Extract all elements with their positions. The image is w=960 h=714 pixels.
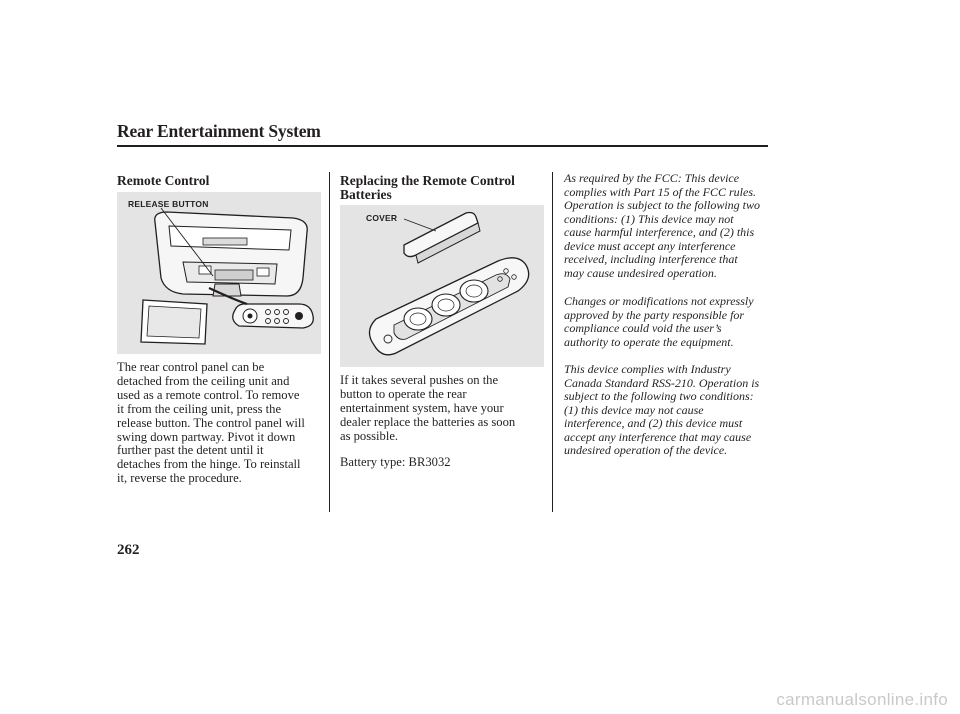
industry-canada-notice: This device complies with Industry Canada Standard RSS-210. Operation is subject to the following two conditions: (1) this device may not cause interference, and (2) this device must accept any interference that may cause undesired operation of the device.	[564, 362, 760, 457]
battery-type-text: Battery type: BR3032	[340, 455, 451, 469]
remote-battery-illustration	[340, 205, 544, 367]
watermark: carmanualsonline.info	[776, 690, 948, 709]
replacing-batteries-paragraph: If it takes several pushes on the button to operate the rear entertainment system, have your dealer replace the batteries as soon as possible.	[340, 373, 516, 443]
column-divider-left	[329, 172, 330, 512]
column-divider-right	[552, 172, 553, 512]
remote-control-figure	[117, 192, 321, 354]
page-number: 262	[117, 542, 140, 558]
ceiling-unit-illustration	[117, 192, 321, 354]
replacing-batteries-heading: Replacing the Remote Control Batteries	[340, 173, 515, 202]
cover-label: COVER	[366, 213, 398, 223]
release-button-label: RELEASE BUTTON	[128, 199, 209, 209]
modifications-notice: Changes or modifications not expressly approved by the party responsible for compliance could void the user’s authority to operate the equipment.	[564, 294, 754, 349]
battery-figure	[340, 205, 544, 367]
remote-control-paragraph: The rear control panel can be detached from the ceiling unit and used as a remote control. To remove it from the ceiling unit, press the release button. The control panel will swing down partway. Pivot it down further past the detent until it detaches from the hinge. To reinstall it, reverse the procedure.	[117, 360, 305, 486]
title-rule	[117, 145, 768, 147]
fcc-notice: As required by the FCC: This device complies with Part 15 of the FCC rules. Operation is subject to the following two conditions: (1) This device may not cause harmful interference, and (2) this device must accept any interference received, including interference that may cause undesired operation.	[564, 171, 760, 280]
remote-control-heading: Remote Control	[117, 173, 210, 188]
page-title: Rear Entertainment System	[117, 121, 321, 141]
